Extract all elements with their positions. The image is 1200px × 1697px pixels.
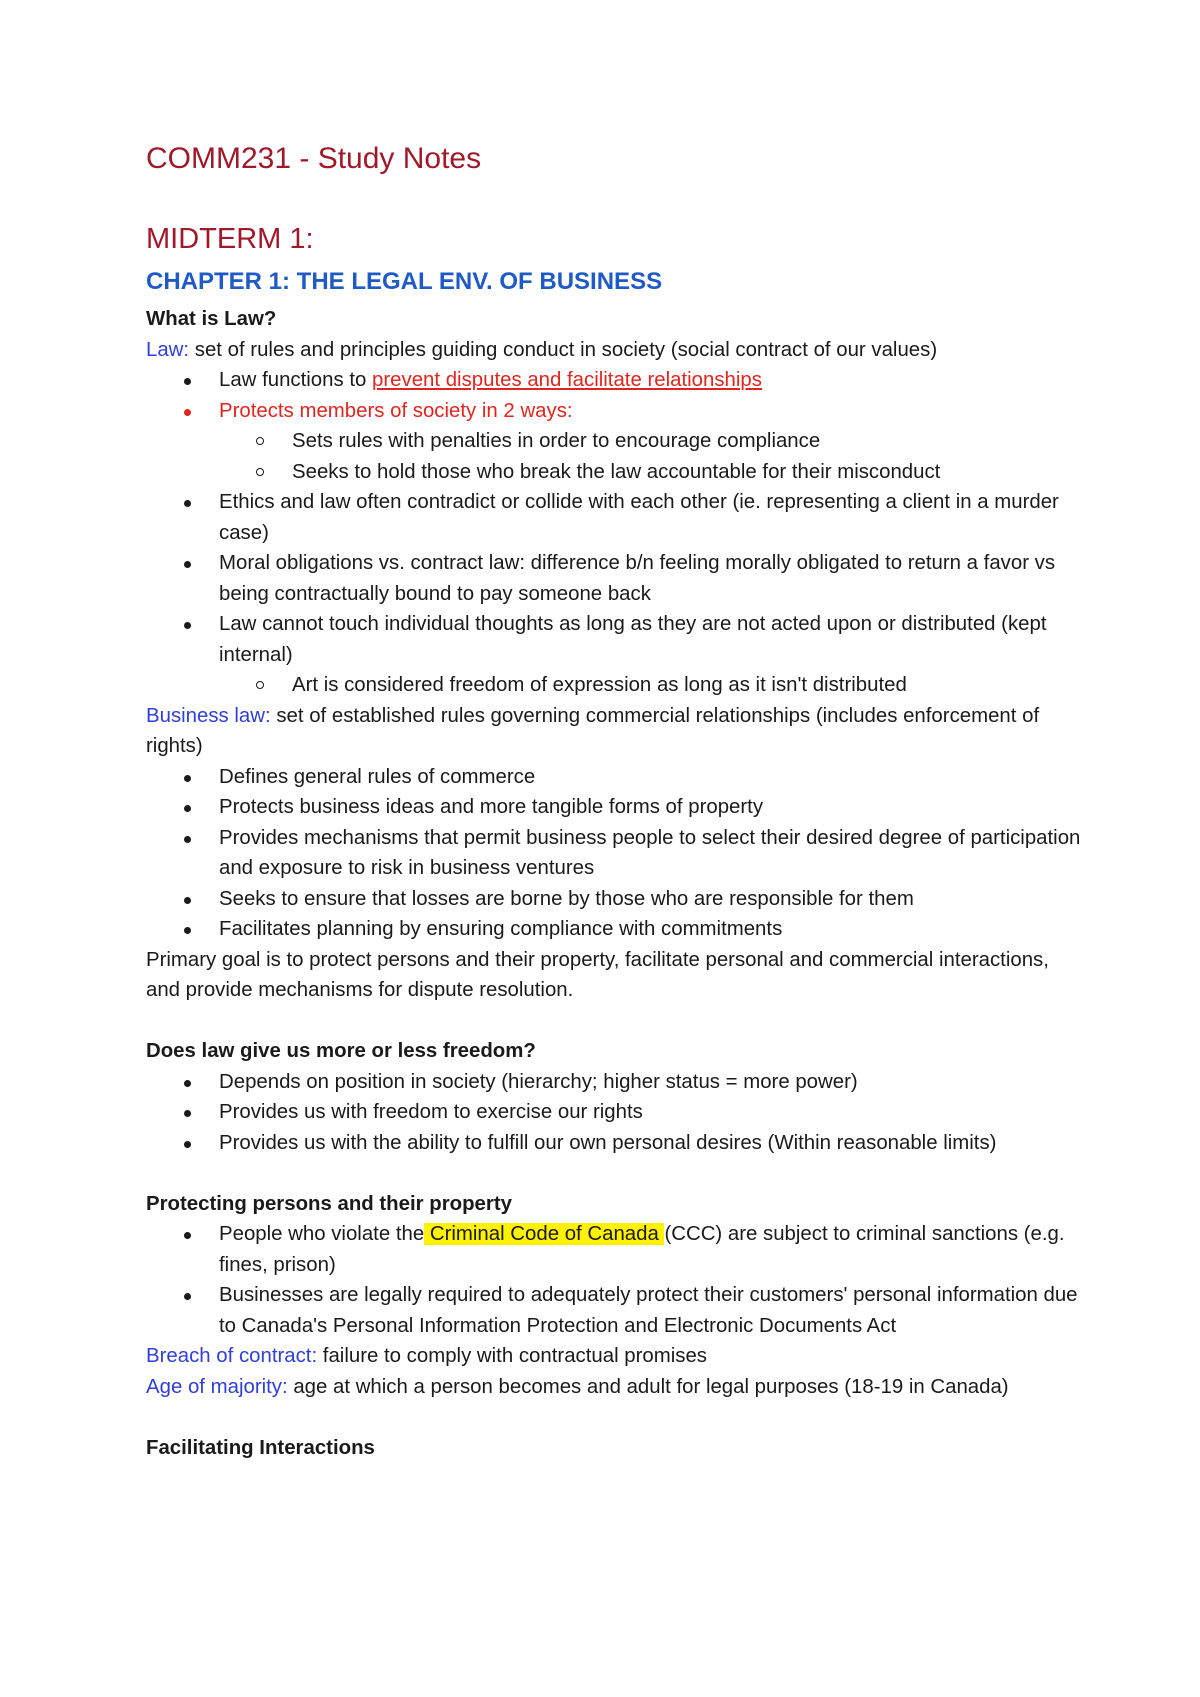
list-item: Protects business ideas and more tangible forms of property (146, 792, 1086, 823)
law-term: Law: (146, 338, 190, 361)
list-item-text: People who violate the (219, 1223, 425, 1245)
spacer (146, 1006, 1086, 1037)
list-item: Provides mechanisms that permit business people to select their desired degree of participation and exposure to risk in business ventures (146, 823, 1086, 884)
list-item: Defines general rules of commerce (146, 762, 1086, 793)
sub-list-item: Art is considered freedom of expression as long as it isn't distributed (146, 670, 1086, 701)
list-item (146, 365, 1086, 396)
sub-list-item: Sets rules with penalties in order to encourage compliance (146, 426, 1086, 457)
document-body (146, 304, 1086, 1463)
list-item-text: Law functions to (219, 369, 373, 391)
section-heading-facilitating: Facilitating Interactions (146, 1436, 375, 1459)
business-law-term: Business law: (146, 704, 271, 727)
underlined-red-text: prevent disputes and facilitate relationships (372, 369, 762, 391)
spacer (146, 1158, 1086, 1189)
list-item: Moral obligations vs. contract law: difference b/n feeling morally obligated to return a favor vs being contractually bound to pay someone back (146, 548, 1086, 609)
age-def: age at which a person becomes and adult for legal purposes (18-19 in Canada) (287, 1375, 1009, 1398)
list-item: Businesses are legally required to adequately protect their customers' personal information due to Canada's Personal Information Protection and Electronic Documents Act (146, 1280, 1086, 1341)
law-definition (146, 335, 1086, 366)
breach-term: Breach of contract: (146, 1345, 318, 1367)
spacer (146, 1402, 1086, 1433)
list-item: Provides us with the ability to fulfill our own personal desires (Within reasonable limits) (146, 1128, 1086, 1159)
list-item (146, 1219, 1086, 1280)
list-item: Ethics and law often contradict or collide with each other (ie. representing a client in a murder case) (146, 487, 1086, 548)
doc-title: COMM231 - Study Notes (146, 142, 482, 175)
chapter-heading: CHAPTER 1: THE LEGAL ENV. OF BUSINESS (146, 268, 663, 295)
breach-def: failure to comply with contractual promises (317, 1345, 707, 1367)
list-item: Law cannot touch individual thoughts as long as they are not acted upon or distributed (kept internal) (146, 609, 1086, 670)
age-term: Age of majority: (146, 1375, 288, 1398)
list-item: Provides us with freedom to exercise our rights (146, 1097, 1086, 1128)
list-item: Depends on position in society (hierarchy; higher status = more power) (146, 1067, 1086, 1098)
section-heading-what-is-law: What is Law? (146, 308, 277, 330)
primary-goal-paragraph: Primary goal is to protect persons and their property, facilitate personal and commercial interactions, and provide mechanisms for dispute resolution. (146, 948, 1049, 1001)
section-heading-freedom: Does law give us more or less freedom? (146, 1040, 536, 1062)
sub-list-item: Seeks to hold those who break the law accountable for their misconduct (146, 457, 1086, 488)
age-definition (146, 1372, 1086, 1403)
list-item: Seeks to ensure that losses are borne by those who are responsible for them (146, 884, 1086, 915)
breach-definition (146, 1341, 1086, 1372)
list-item: Facilitates planning by ensuring compliance with commitments (146, 914, 1086, 945)
law-def: set of rules and principles guiding conduct in society (social contract of our values) (189, 338, 938, 361)
list-item-text: (CCC) are subject to criminal sanctions (e.g. fines, prison) (219, 1223, 1065, 1276)
business-law-def: set of established rules governing commercial relationships (includes enforcement of rights) (146, 704, 1040, 757)
list-item: Protects members of society in 2 ways: (146, 396, 1086, 427)
midterm-heading: MIDTERM 1: (146, 223, 314, 255)
section-heading-protecting: Protecting persons and their property (146, 1192, 512, 1215)
highlighted-text: Criminal Code of Canada (424, 1223, 665, 1245)
business-law-definition (146, 701, 1086, 762)
